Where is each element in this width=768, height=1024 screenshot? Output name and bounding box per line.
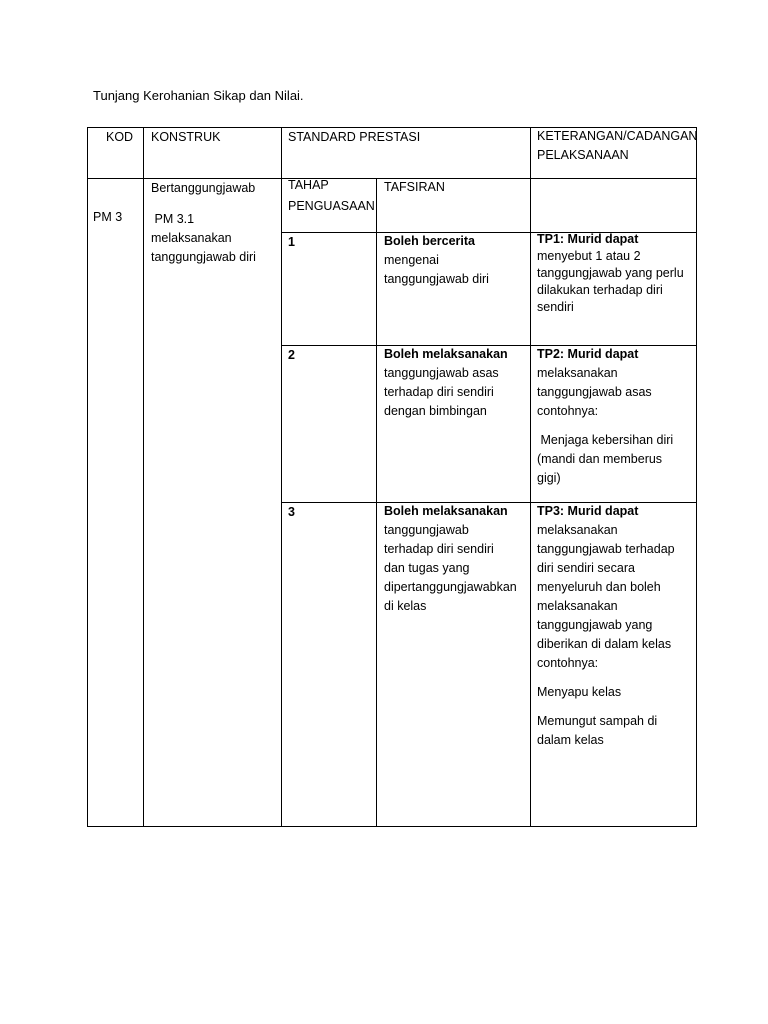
level-3-tafsiran: [384, 502, 517, 616]
header-konstruk: KONSTRUK: [151, 130, 221, 144]
code-cell: PM 3: [93, 210, 123, 224]
tafsiran-line: dipertanggungjawabkan: [384, 580, 517, 594]
konstruk-sub: [151, 210, 256, 267]
keterangan-line: TP2: Murid dapat: [537, 347, 639, 361]
paragraph-gap: [537, 421, 673, 431]
level-2-tafsiran: [384, 345, 508, 421]
level-3-keterangan: [537, 502, 675, 750]
tafsiran-line: tanggungjawab asas: [384, 366, 499, 380]
document-title: Tunjang Kerohanian Sikap dan Nilai.: [93, 88, 304, 103]
tafsiran-line: tanggungjawab diri: [384, 272, 489, 286]
tafsiran-line: dan tugas yang: [384, 561, 470, 575]
keterangan-line: menyebut 1 atau 2: [537, 249, 641, 263]
tafsiran-line: terhadap diri sendiri: [384, 385, 494, 399]
tafsiran-line: mengenai: [384, 253, 439, 267]
keterangan-line: TP1: Murid dapat: [537, 232, 639, 246]
keterangan-line: Menjaga kebersihan diri: [537, 433, 674, 447]
level-1-tahap: 1: [288, 235, 295, 249]
subheader-tahap-line: PENGUASAAN: [288, 199, 375, 213]
level-2-tahap: 2: [288, 348, 295, 362]
keterangan-line: dilakukan terhadap diri: [537, 283, 663, 297]
keterangan-line: tanggungjawab terhadap: [537, 542, 675, 556]
subheader-tafsiran: TAFSIRAN: [384, 180, 445, 194]
keterangan-line: melaksanakan: [537, 599, 618, 613]
tafsiran-line: tanggungjawab: [384, 523, 469, 537]
keterangan-line: (mandi dan memberus: [537, 452, 663, 466]
keterangan-line: contohnya:: [537, 404, 599, 418]
tafsiran-line: Boleh melaksanakan: [384, 347, 508, 361]
header-keterangan-line: KETERANGAN/CADANGAN: [537, 129, 698, 143]
header-keterangan: [537, 127, 697, 165]
paragraph-gap: [537, 702, 675, 712]
table-border-bottom: [87, 826, 697, 827]
keterangan-line: contohnya:: [537, 656, 599, 670]
tafsiran-line: di kelas: [384, 599, 427, 613]
col-divider-kod: [143, 127, 144, 827]
keterangan-line: sendiri: [537, 300, 574, 314]
level-3-tahap: 3: [288, 505, 295, 519]
keterangan-line: Memungut sampah di: [537, 714, 658, 728]
header-kod: KOD: [106, 130, 134, 144]
level-2-keterangan: [537, 345, 673, 488]
keterangan-line: dalam kelas: [537, 733, 604, 747]
tafsiran-line: terhadap diri sendiri: [384, 542, 494, 556]
header-keterangan-line: PELAKSANAAN: [537, 148, 629, 162]
paragraph-gap: [537, 673, 675, 683]
konstruk-sub-code: PM 3.1: [154, 212, 195, 226]
keterangan-line: tanggungjawab yang perlu: [537, 266, 684, 280]
keterangan-line: diberikan di dalam kelas: [537, 637, 672, 651]
keterangan-line: TP3: Murid dapat: [537, 504, 639, 518]
konstruk-heading: Bertanggungjawab: [151, 181, 256, 195]
konstruk-sub-line: tanggungjawab diri: [151, 250, 256, 264]
keterangan-line: melaksanakan: [537, 523, 618, 537]
table-border-left: [87, 127, 88, 827]
keterangan-line: tanggungjawab asas: [537, 385, 652, 399]
subheader-tahap: [288, 176, 375, 216]
keterangan-line: gigi): [537, 471, 561, 485]
header-standard-prestasi: STANDARD PRESTASI: [288, 130, 421, 144]
keterangan-line: menyeluruh dan boleh: [537, 580, 661, 594]
level-1-keterangan: [537, 231, 684, 316]
keterangan-line: tanggungjawab yang: [537, 618, 653, 632]
konstruk-sub-line: melaksanakan: [151, 231, 232, 245]
tafsiran-line: Boleh bercerita: [384, 234, 476, 248]
keterangan-line: Menyapu kelas: [537, 685, 622, 699]
tafsiran-line: dengan bimbingan: [384, 404, 487, 418]
keterangan-line: melaksanakan: [537, 366, 618, 380]
keterangan-line: diri sendiri secara: [537, 561, 635, 575]
tafsiran-line: Boleh melaksanakan: [384, 504, 508, 518]
level-1-tafsiran: [384, 232, 489, 289]
subheader-tahap-line: TAHAP: [288, 178, 329, 192]
